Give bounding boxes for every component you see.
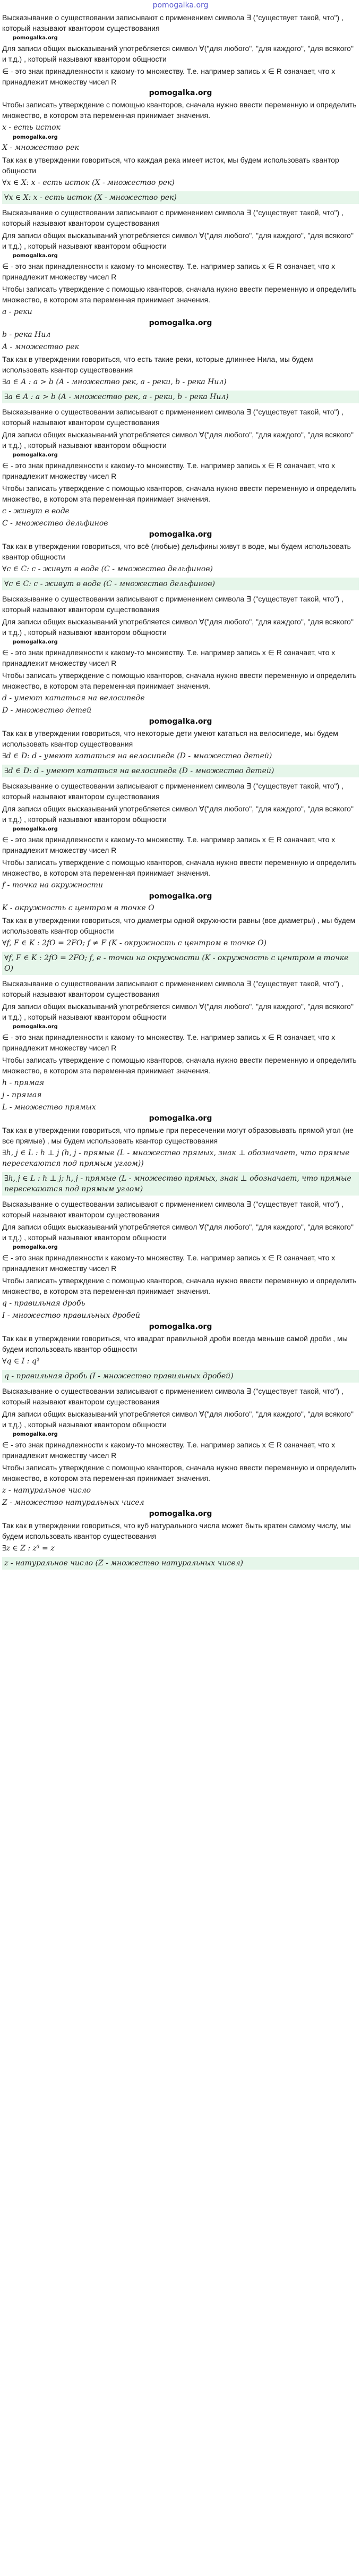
method-intro: Чтобы записать утверждение с помощью кванторов, сначала нужно ввести переменную и определить множество, в котором эта переменная принимает значения. bbox=[2, 484, 357, 503]
forall-intro: Для записи общих высказываний употребляется символ ∀("для любого", "для каждого", "для всякого" и т.д.) , который называют квантором общности bbox=[2, 804, 354, 824]
solution-section-5 bbox=[0, 781, 361, 975]
formula: ∃z ∈ Z : z³ = z bbox=[2, 1544, 55, 1553]
method-intro: Чтобы записать утверждение с помощью кванторов, сначала нужно ввести переменную и определить множество, в котором эта переменная принимает значения. bbox=[2, 1463, 357, 1482]
formula: ∀q ∈ I : q² bbox=[2, 1357, 40, 1366]
formula: ∃h, j ∈ L : h ⊥ j (h, j - прямые (L - множество прямых, знак ⊥ обозначает, что прямые пересекаются под прямым углом)) bbox=[2, 1149, 350, 1168]
statement: Так как в утверждении говориться, что куб натурального числа может быть кратен самому числу, мы будем использовать квантор существования bbox=[2, 1521, 351, 1540]
in-intro: ∈ - это знак принадлежности к какому-то множеству. Т.е. например запись x ∈ R означает, что x принадлежит множеству чисел R bbox=[2, 1440, 336, 1460]
definition-2: K - окружность с центром в точке O bbox=[2, 904, 154, 912]
in-intro: ∈ - это знак принадлежности к какому-то множеству. Т.е. например запись x ∈ R означает, что x принадлежит множеству чисел R bbox=[2, 262, 336, 281]
exist-intro: Высказывание о существовании записывают с применением символа ∃ ("существует такой, что") , который называют квантором существования bbox=[2, 1200, 343, 1219]
solution-section-2 bbox=[0, 207, 361, 403]
definition-1: c - живут в воде bbox=[2, 507, 70, 515]
definition-2: I - множество правильных дробей bbox=[2, 1311, 140, 1320]
exist-intro: Высказывание о существовании записывают с применением символа ∃ ("существует такой, что") , который называют квантором существования bbox=[2, 782, 343, 801]
result-box: ∀c ∈ C: c - живут в воде (C - множество дельфинов) bbox=[2, 578, 359, 590]
watermark: pomogalka.org bbox=[149, 1114, 212, 1123]
result-box: ∃d ∈ D: d - умеют кататься на велосипеде (D - множество детей) bbox=[2, 765, 359, 777]
forall-intro: Для записи общих высказываний употребляется символ ∀("для любого", "для каждого", "для всякого" и т.д.) , который называют квантором общности bbox=[2, 231, 354, 250]
forall-intro: Для записи общих высказываний употребляется символ ∀("для любого", "для каждого", "для всякого" и т.д.) , который называют квантором общности bbox=[2, 1002, 354, 1021]
exist-intro: Высказывание о существовании записывают с применением символа ∃ ("существует такой, что") , который называют квантором существования bbox=[2, 208, 343, 227]
method-intro: Чтобы записать утверждение с помощью кванторов, сначала нужно ввести переменную и определить множество, в котором эта переменная принимает значения. bbox=[2, 858, 357, 877]
in-intro: ∈ - это знак принадлежности к какому-то множеству. Т.е. например запись x ∈ R означает, что x принадлежит множеству чисел R bbox=[2, 67, 336, 86]
statement: Так как в утверждении говориться, что диаметры одной окружности равны (все диаметры) , мы будем использовать квантор общности bbox=[2, 916, 356, 935]
formula: ∀x ∈ X: x - есть исток (X - множество рек) bbox=[2, 179, 175, 187]
forall-intro: Для записи общих высказываний употребляется символ ∀("для любого", "для каждого", "для всякого" и т.д.) , который называют квантором общности bbox=[2, 430, 354, 450]
watermark: pomogalka.org bbox=[149, 530, 212, 539]
watermark: pomogalka.org bbox=[13, 1431, 58, 1437]
forall-intro: Для записи общих высказываний употребляется символ ∀("для любого", "для каждого", "для всякого" и т.д.) , который называют квантором общности bbox=[2, 1410, 354, 1429]
watermark: pomogalka.org bbox=[149, 319, 212, 327]
definition-1: f - точка на окружности bbox=[2, 881, 103, 889]
method-intro: Чтобы записать утверждение с помощью кванторов, сначала нужно ввести переменную и определить множество, в котором эта переменная принимает значения. bbox=[2, 285, 357, 304]
solution-section-6 bbox=[0, 978, 361, 1196]
formula: ∃d ∈ D: d - умеют кататься на велосипеде (D - множество детей) bbox=[2, 752, 272, 760]
statement: Так как в утверждении говориться, что всё (любые) дельфины живут в воде, мы будем использовать квантор общности bbox=[2, 542, 351, 561]
method-intro: Чтобы записать утверждение с помощью кванторов, сначала нужно ввести переменную и определить множество, в котором эта переменная принимает значения. bbox=[2, 671, 357, 690]
solution-content bbox=[0, 12, 361, 1570]
solution-section-4 bbox=[0, 594, 361, 777]
formula: ∃a ∈ A : a > b (A - множество рек, a - реки, b - река Нил) bbox=[2, 378, 227, 386]
watermark: pomogalka.org bbox=[13, 639, 58, 645]
watermark: pomogalka.org bbox=[13, 35, 58, 41]
result-box: z - натуральное число (Z - множество натуральных чисел) bbox=[2, 1557, 359, 1570]
method-intro: Чтобы записать утверждение с помощью кванторов, сначала нужно ввести переменную и определить множество, в котором эта переменная принимает значения. bbox=[2, 100, 357, 120]
solution-section-1 bbox=[0, 12, 361, 204]
definition-1: q - правильная дробь bbox=[2, 1299, 85, 1308]
method-intro: Чтобы записать утверждение с помощью кванторов, сначала нужно ввести переменную и определить множество, в котором эта переменная принимает значения. bbox=[2, 1276, 357, 1295]
definition-1: x - есть исток bbox=[2, 123, 61, 132]
watermark: pomogalka.org bbox=[149, 89, 212, 97]
solution-section-3 bbox=[0, 406, 361, 590]
definition-2: Z - множество натуральных чисел bbox=[2, 1498, 144, 1507]
definition-2: C - множество дельфинов bbox=[2, 519, 108, 528]
exist-intro: Высказывание о существовании записывают с применением символа ∃ ("существует такой, что") , который называют квантором существования bbox=[2, 1387, 343, 1406]
definition-2: b - река Нил bbox=[2, 331, 51, 339]
method-intro: Чтобы записать утверждение с помощью кванторов, сначала нужно ввести переменную и определить множество, в котором эта переменная принимает значения. bbox=[2, 1056, 357, 1075]
watermark: pomogalka.org bbox=[149, 717, 212, 726]
statement: Так как в утверждении говориться, что квадрат правильной дроби всегда меньше самой дроби , мы будем использовать квантор общности bbox=[2, 1334, 348, 1353]
definition-2: X - множество рек bbox=[2, 143, 79, 152]
forall-intro: Для записи общих высказываний употребляется символ ∀("для любого", "для каждого", "для всякого" и т.д.) , который называют квантором общности bbox=[2, 1223, 354, 1242]
result-box: ∃a ∈ A : a > b (A - множество рек, a - реки, b - река Нил) bbox=[2, 391, 359, 403]
watermark: pomogalka.org bbox=[13, 134, 58, 140]
definition-2: D - множество детей bbox=[2, 706, 92, 715]
watermark: pomogalka.org bbox=[149, 1323, 212, 1331]
in-intro: ∈ - это знак принадлежности к какому-то множеству. Т.е. например запись x ∈ R означает, что x принадлежит множеству чисел R bbox=[2, 1253, 336, 1273]
exist-intro: Высказывание о существовании записывают с применением символа ∃ ("существует такой, что") , который называют квантором существования bbox=[2, 595, 343, 614]
result-box: ∀x ∈ X: x - есть исток (X - множество рек) bbox=[2, 191, 359, 204]
definition-1: d - умеют кататься на велосипеде bbox=[2, 694, 145, 702]
result-box: ∀f, F ∈ K : 2fO = 2FO; f, e - точки на окружности (K - окружность с центром в точке O) bbox=[2, 952, 359, 975]
definition-1: h - прямая bbox=[2, 1079, 45, 1087]
definition-3: A - множество рек bbox=[2, 343, 79, 351]
formula: ∀f, F ∈ K : 2fO = 2FO; f ≠ F (K - окружность с центром в точке O) bbox=[2, 939, 267, 947]
forall-intro: Для записи общих высказываний употребляется символ ∀("для любого", "для каждого", "для всякого" и т.д.) , который называют квантором общности bbox=[2, 44, 354, 63]
exist-intro: Высказывание о существовании записывают с применением символа ∃ ("существует такой, что") , который называют квантором существования bbox=[2, 979, 343, 998]
in-intro: ∈ - это знак принадлежности к какому-то множеству. Т.е. например запись x ∈ R означает, что x принадлежит множеству чисел R bbox=[2, 461, 336, 480]
watermark: pomogalka.org bbox=[13, 452, 58, 458]
definition-1: a - реки bbox=[2, 308, 32, 316]
watermark: pomogalka.org bbox=[13, 1244, 58, 1250]
watermark: pomogalka.org bbox=[13, 826, 58, 832]
exist-intro: Высказывание о существовании записывают с применением символа ∃ ("существует такой, что") , который называют квантором существования bbox=[2, 13, 343, 32]
formula: ∀c ∈ C: c - живут в воде (C - множество дельфинов) bbox=[2, 565, 213, 573]
in-intro: ∈ - это знак принадлежности к какому-то множеству. Т.е. например запись x ∈ R означает, что x принадлежит множеству чисел R bbox=[2, 1033, 336, 1052]
solution-section-8 bbox=[0, 1386, 361, 1570]
definition-2: j - прямая bbox=[2, 1091, 42, 1099]
exist-intro: Высказывание о существовании записывают с применением символа ∃ ("существует такой, что") , который называют квантором существования bbox=[2, 408, 343, 427]
site-title[interactable]: pomogalka.org bbox=[152, 1, 209, 10]
watermark: pomogalka.org bbox=[13, 1024, 58, 1030]
watermark: pomogalka.org bbox=[149, 892, 212, 901]
statement: Так как в утверждении говориться, что некоторые дети умеют кататься на велосипеде, мы будем использовать квантор существования bbox=[2, 729, 338, 748]
watermark: pomogalka.org bbox=[13, 253, 58, 259]
solution-section-7 bbox=[0, 1199, 361, 1383]
site-header bbox=[0, 0, 361, 11]
definition-1: z - натуральное число bbox=[2, 1486, 91, 1495]
statement: Так как в утверждении говориться, что есть такие реки, которые длиннее Нила, мы будем использовать квантор существования bbox=[2, 355, 313, 374]
definition-3: L - множество прямых bbox=[2, 1103, 96, 1112]
statement: Так как в утверждении говориться, что каждая река имеет исток, мы будем использовать квантор общности bbox=[2, 156, 339, 175]
in-intro: ∈ - это знак принадлежности к какому-то множеству. Т.е. например запись x ∈ R означает, что x принадлежит множеству чисел R bbox=[2, 835, 336, 854]
in-intro: ∈ - это знак принадлежности к какому-то множеству. Т.е. например запись x ∈ R означает, что x принадлежит множеству чисел R bbox=[2, 648, 336, 667]
result-box: q - правильная дробь (I - множество правильных дробей) bbox=[2, 1370, 359, 1383]
forall-intro: Для записи общих высказываний употребляется символ ∀("для любого", "для каждого", "для всякого" и т.д.) , который называют квантором общности bbox=[2, 617, 354, 637]
watermark: pomogalka.org bbox=[149, 1510, 212, 1518]
statement: Так как в утверждении говориться, что прямые при пересечении могут образовывать прямой угол (не все прямые) , мы будем использовать квантор существования bbox=[2, 1126, 354, 1145]
result-box: ∃h, j ∈ L : h ⊥ j; h, j - прямые (L - множество прямых, знак ⊥ обозначает, что прямые пересекаются под прямым углом) bbox=[2, 1172, 359, 1196]
